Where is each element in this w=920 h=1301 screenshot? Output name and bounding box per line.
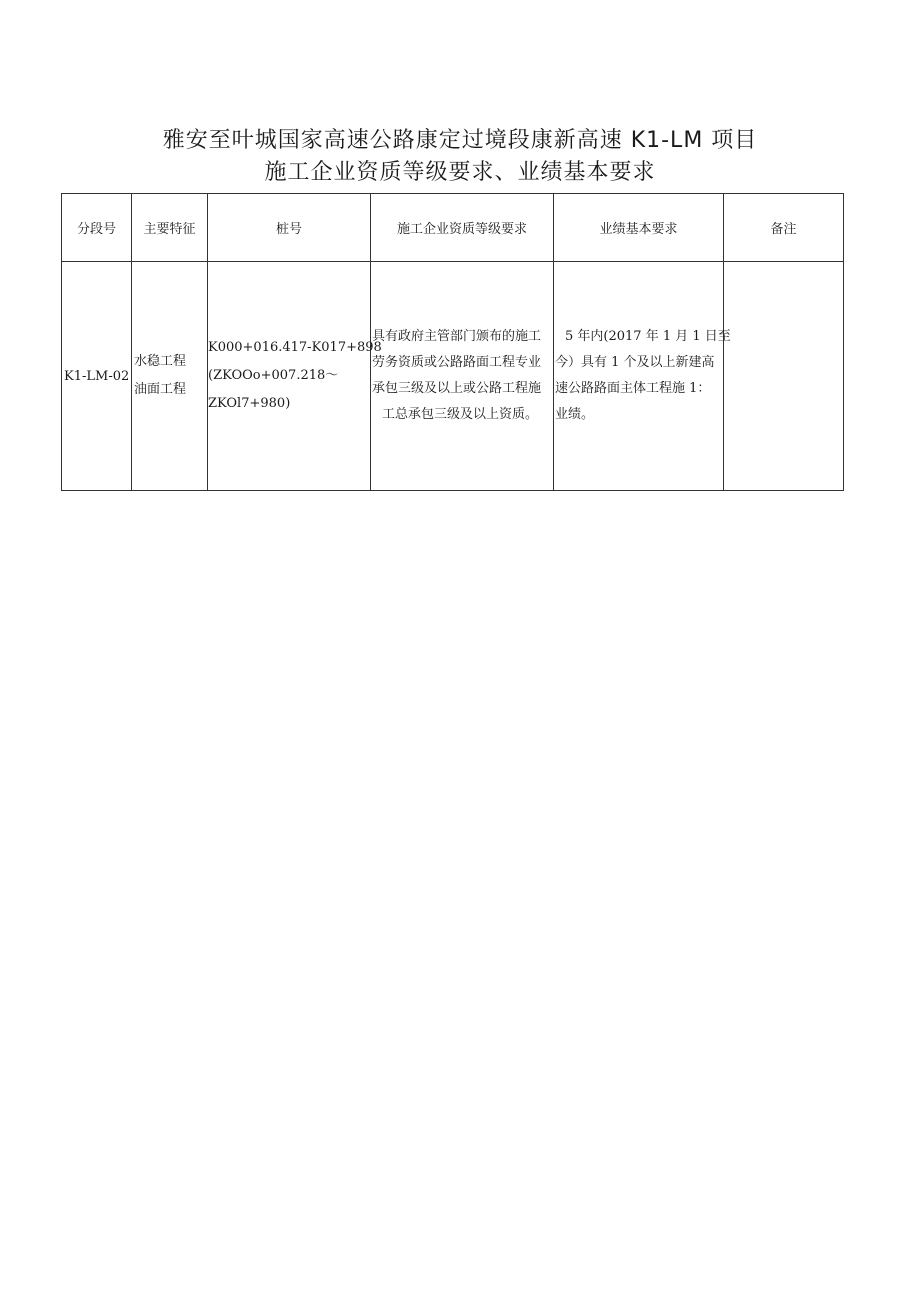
header-segment-no: 分段号 [62,194,132,262]
document-title-line-1: 雅安至叶城国家高速公路康定过境段康新高速 K1-LM 项目 [162,128,758,153]
stake-line: ZKOl7+980) [208,396,291,411]
requirements-table [61,193,844,491]
performance-line: 5 年内(2017 年 1 月 1 日至 [565,329,731,344]
feature-item: 水稳工程 [134,354,187,369]
stake-line: (ZKOOo+007.218～ [208,368,339,383]
notes-cell [724,262,844,491]
performance-line: 速公路路面主体工程施 1： [555,381,711,396]
segment-no-value: K1-LM-02 [64,368,130,384]
document-title-line-2: 施工企业资质等级要求、业绩基本要求 [264,160,656,185]
qualification-cell [371,262,554,491]
main-features-cell [132,262,208,491]
performance-line: 业绩。 [555,407,595,422]
table-header-row [62,194,844,262]
stake-no-cell [208,262,382,491]
feature-item: 油面工程 [134,382,187,397]
header-performance-requirement: 业绩基本要求 [554,194,724,262]
stake-line: K000+016.417-K017+898 [208,340,382,355]
qualification-line: 具有政府主管部门颁布的施工 [372,329,542,344]
performance-cell [554,262,731,491]
performance-line: 今）具有 1 个及以上新建高 [555,355,715,370]
header-notes: 备注 [724,194,844,262]
qualification-line: 承包三级及以上或公路工程施 [372,381,542,396]
qualification-line: 工总承包三级及以上资质。 [382,407,539,422]
table-row [62,262,844,491]
segment-no-cell [62,262,132,491]
header-qualification-requirement: 施工企业资质等级要求 [371,194,554,262]
qualification-line: 劳务资质或公路路面工程专业 [372,355,542,370]
header-stake-no: 桩号 [208,194,371,262]
header-main-features: 主要特征 [132,194,208,262]
